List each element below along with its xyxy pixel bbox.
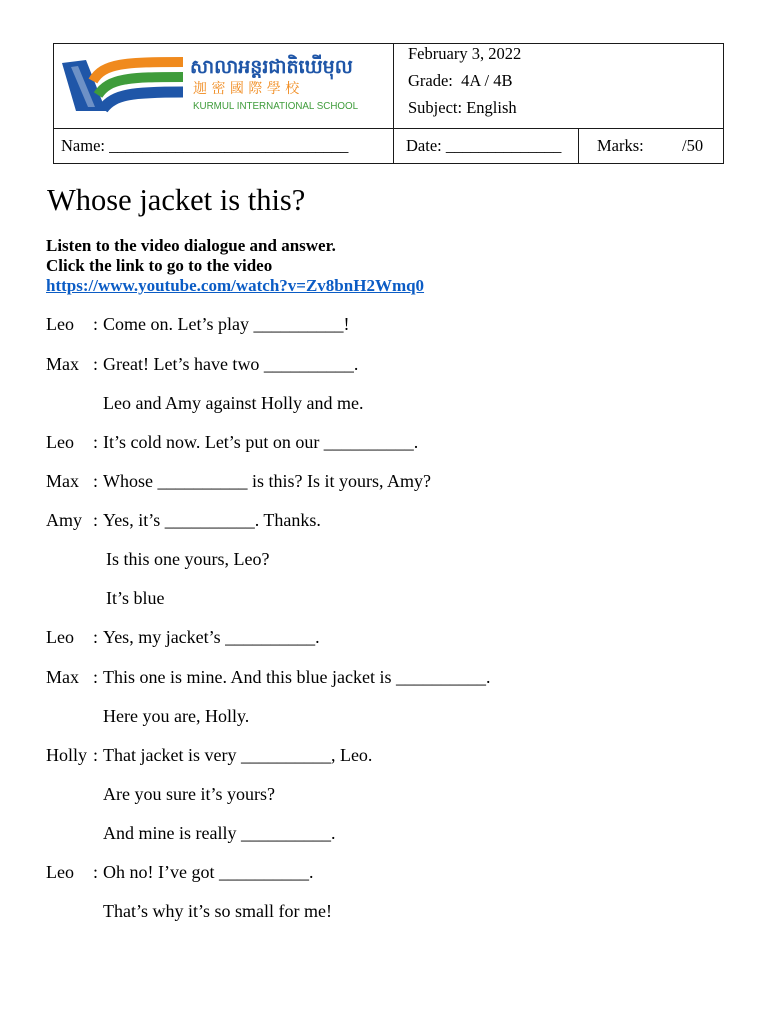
video-link[interactable]: https://www.youtube.com/watch?v=Zv8bnH2Wmq0	[46, 275, 425, 295]
dialogue-text: Whose __________ is this? Is it yours, Amy?	[103, 470, 431, 491]
speaker-name: Leo	[46, 627, 74, 648]
dialogue-line	[0, 579, 768, 618]
speaker-name: Max	[46, 470, 79, 491]
speaker-colon: :	[93, 666, 99, 687]
dialogue-text: That jacket is very __________, Leo.	[103, 744, 373, 765]
speaker-name: Max	[46, 353, 79, 374]
dialogue-text: Come on. Let’s play __________!	[103, 314, 350, 335]
date-field: Date: ______________	[406, 135, 562, 155]
speaker-colon: :	[93, 314, 99, 335]
student-name-field: Name: _____________________________	[61, 135, 349, 155]
instruction-line: Click the link to go to the video	[46, 255, 273, 275]
speaker-colon: :	[93, 470, 99, 491]
dialogue-line	[0, 736, 768, 775]
worksheet-date: February 3, 2022	[408, 43, 522, 63]
dialogue-line	[0, 345, 768, 384]
dialogue-text: Is this one yours, Leo?	[106, 549, 270, 570]
dialogue-text: Leo and Amy against Holly and me.	[103, 392, 364, 413]
header-divider-marks	[578, 128, 579, 163]
dialogue-text: That’s why it’s so small for me!	[103, 901, 332, 922]
instructions	[46, 236, 424, 296]
speaker-name: Holly	[46, 744, 88, 765]
marks-label: Marks:	[597, 135, 644, 155]
dialogue-text: Yes, it’s __________. Thanks.	[103, 510, 321, 531]
logo-blue-arc	[103, 92, 183, 109]
dialogue-text: Yes, my jacket’s __________.	[103, 627, 320, 648]
speaker-colon: :	[93, 431, 99, 452]
dialogue-text: Here you are, Holly.	[103, 705, 250, 726]
speaker-colon: :	[93, 627, 99, 648]
speaker-colon: :	[93, 862, 99, 883]
dialogue-line	[0, 658, 768, 697]
dialogue-text: Oh no! I’ve got __________.	[103, 862, 314, 883]
page-title: Whose jacket is this?	[47, 182, 306, 217]
instruction-line: Listen to the video dialogue and answer.	[46, 235, 336, 255]
dialogue-line	[0, 423, 768, 462]
dialogue-line	[0, 384, 768, 423]
dialogue-text: Great! Let’s have two __________.	[103, 353, 359, 374]
dialogue-text: Are you sure it’s yours?	[103, 783, 275, 804]
dialogue-text: It’s blue	[106, 588, 165, 609]
speaker-name: Max	[46, 666, 79, 687]
speaker-colon: :	[93, 510, 99, 531]
video-link-row	[46, 276, 424, 296]
dialogue-line	[0, 853, 768, 892]
speaker-colon: :	[93, 353, 99, 374]
dialogue-line	[0, 892, 768, 931]
dialogue-line	[0, 618, 768, 657]
worksheet-grade: Grade: 4A / 4B	[408, 70, 513, 90]
dialogue-line	[0, 305, 768, 344]
logo-english-name: KURMUL INTERNATIONAL SCHOOL	[193, 100, 359, 112]
header-divider-vertical	[393, 43, 394, 164]
speaker-colon: :	[93, 744, 99, 765]
logo-chinese-name: 迦 密 國 際 學 校	[193, 81, 300, 97]
dialogue-text: This one is mine. And this blue jacket is __________.	[103, 666, 491, 687]
dialogue-line	[0, 462, 768, 501]
dialogue-line	[0, 775, 768, 814]
dialogue-text: And mine is really __________.	[103, 823, 336, 844]
dialogue-text: It’s cold now. Let’s put on our __________.	[103, 431, 419, 452]
speaker-name: Leo	[46, 862, 74, 883]
dialogue-line	[0, 814, 768, 853]
speaker-name: Leo	[46, 431, 74, 452]
logo-khmer-name: សាលាអន្តរជាតិឃើមុល	[190, 56, 353, 78]
marks-total: /50	[682, 135, 704, 155]
worksheet-subject: Subject: English	[408, 97, 517, 117]
speaker-name: Amy	[46, 510, 82, 531]
header-divider-horizontal	[53, 128, 724, 129]
speaker-name: Leo	[46, 314, 74, 335]
logo-graphic	[56, 45, 190, 117]
dialogue-line	[0, 540, 768, 579]
dialogue	[0, 305, 768, 931]
dialogue-line	[0, 501, 768, 540]
dialogue-line	[0, 697, 768, 736]
